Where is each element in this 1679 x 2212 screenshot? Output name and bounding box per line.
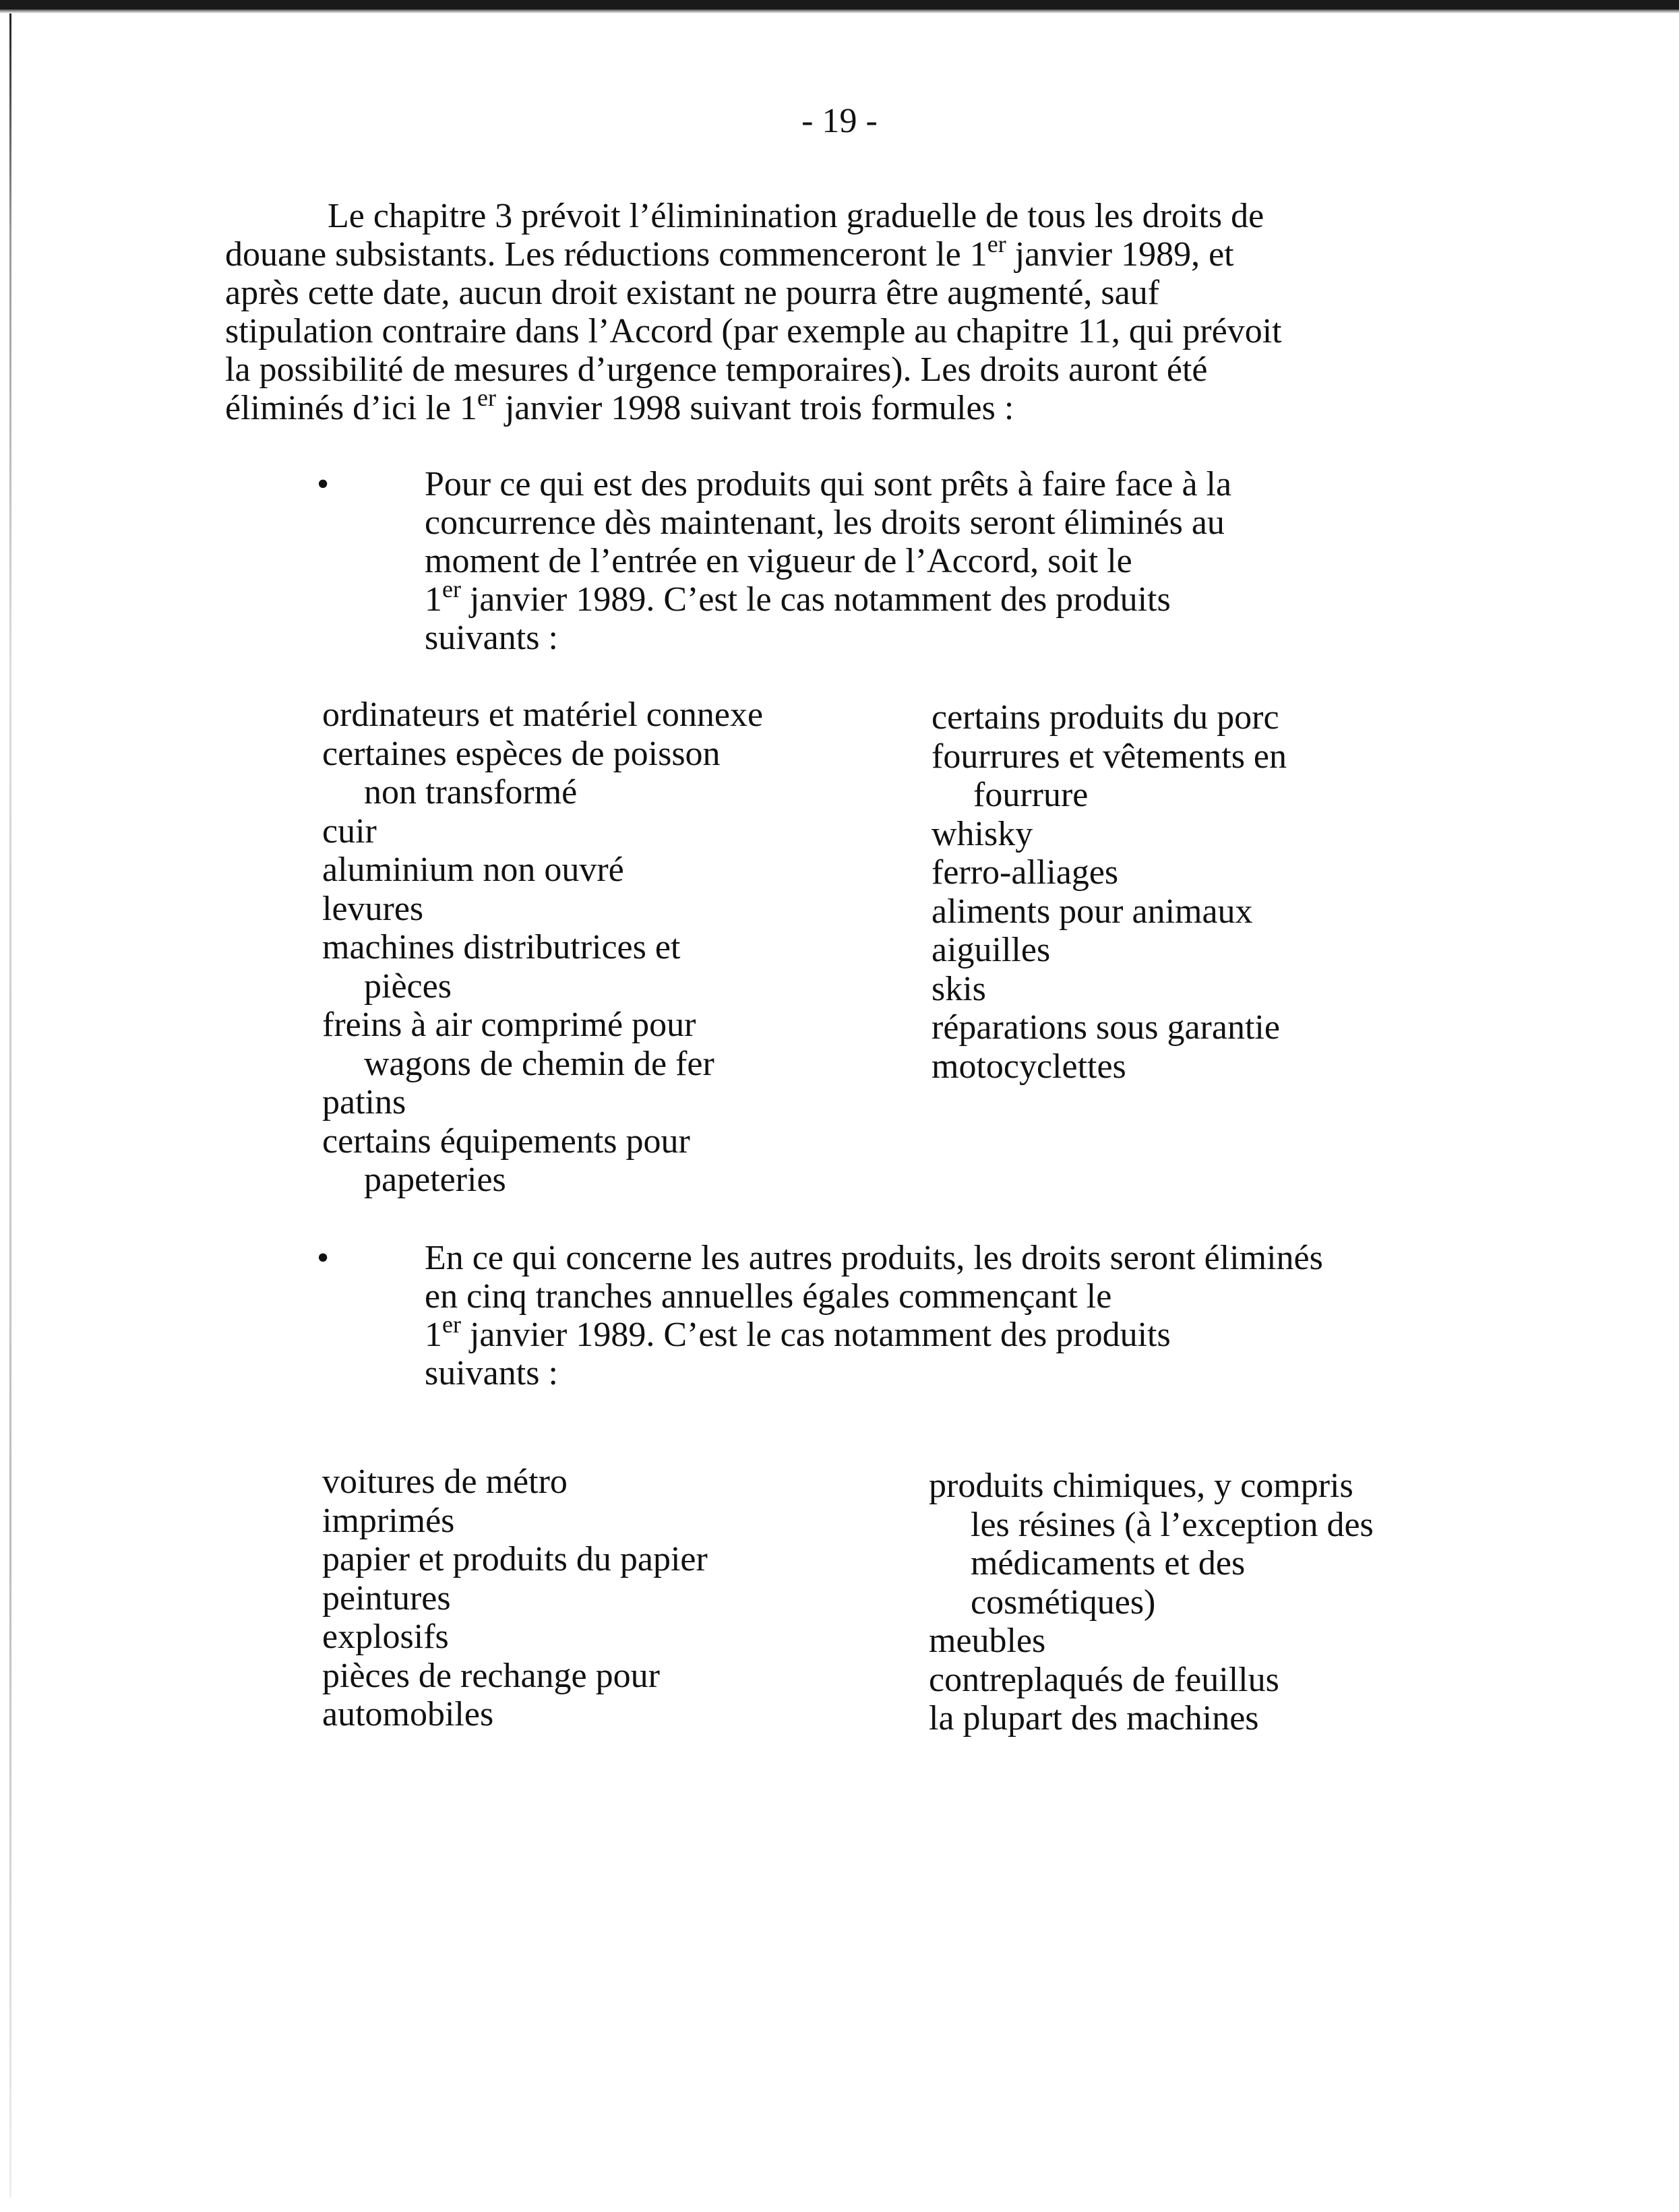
- list-item: meubles: [929, 1622, 1046, 1660]
- list-item: fourrures et vêtements en: [932, 737, 1287, 776]
- bullet-text: En ce qui concerne les autres produits, les droits seront éliminés en cinq tranches annuelles égales commençant le 1er janvier 1989. C’est le cas notamment des produits suivants :: [425, 1239, 1323, 1392]
- bullet-icon: •: [317, 465, 330, 503]
- list-item: certaines espèces de poisson: [322, 734, 721, 773]
- scan-top-edge: [0, 0, 1679, 9]
- list-item: skis: [932, 969, 986, 1008]
- list-item: whisky: [932, 814, 1033, 853]
- bullet-text: Pour ce qui est des produits qui sont prêts à faire face à la concurrence dès maintenant, les droits seront éliminés au moment de l’entrée en vigueur de l’Accord, soit le 1er janvier 1989. C’est le cas notamment des produits suivants :: [425, 465, 1232, 657]
- list-item: produits chimiques, y compris: [929, 1467, 1353, 1505]
- intro-line: stipulation contraire dans l’Accord (par exemple au chapitre 11, qui prévoit: [225, 312, 1282, 350]
- list-item: explosifs: [322, 1618, 449, 1656]
- list-item: pièces de rechange pour: [322, 1656, 660, 1695]
- list-item: contreplaqués de feuillus: [929, 1660, 1279, 1699]
- scan-top-shadow: [0, 9, 1679, 13]
- list-item: cuir: [322, 811, 377, 851]
- list-item: automobiles: [322, 1695, 494, 1733]
- list-item-continuation: non transformé: [364, 773, 578, 811]
- list-item: réparations sous garantie: [932, 1008, 1280, 1047]
- list-item: freins à air comprimé pour: [322, 1006, 696, 1044]
- list-item: peintures: [322, 1578, 451, 1618]
- list-item-continuation: fourrure: [973, 776, 1089, 814]
- list-item-continuation: pièces: [364, 966, 452, 1006]
- list-item: aluminium non ouvré: [322, 851, 624, 889]
- scan-left-edge: [9, 13, 11, 2197]
- intro-paragraph: [225, 197, 1492, 427]
- list-item-continuation: les résines (à l’exception des: [971, 1505, 1374, 1544]
- intro-line: éliminés d’ici le 1er janvier 1998 suivant trois formules :: [225, 384, 1014, 427]
- intro-line: Le chapitre 3 prévoit l’éliminination graduelle de tous les droits de: [328, 197, 1264, 235]
- list-item: levures: [322, 889, 424, 928]
- product-list-2-right: [929, 1467, 1374, 1738]
- list-item: machines distributrices et: [322, 928, 681, 966]
- intro-line: après cette date, aucun droit existant ne pourra être augmenté, sauf: [225, 274, 1160, 312]
- list-item: ordinateurs et matériel connexe: [322, 696, 764, 734]
- product-list-1-right: [932, 698, 1287, 1086]
- list-item: certains équipements pour: [322, 1122, 690, 1161]
- list-item: aliments pour animaux: [932, 892, 1253, 931]
- list-item: patins: [322, 1083, 406, 1122]
- list-item: ferro-alliages: [932, 853, 1119, 892]
- intro-line: la possibilité de mesures d’urgence temporaires). Les droits auront été: [225, 350, 1208, 389]
- list-item: certains produits du porc: [932, 698, 1279, 737]
- list-item: voitures de métro: [322, 1463, 568, 1501]
- list-item: la plupart des machines: [929, 1699, 1259, 1738]
- list-item: aiguilles: [932, 931, 1051, 969]
- product-list-2-left: [322, 1463, 708, 1734]
- list-item: papier et produits du papier: [322, 1540, 708, 1578]
- intro-line: douane subsistants. Les réductions commenceront le 1er janvier 1989, et: [225, 231, 1234, 274]
- bullet-icon: •: [317, 1239, 330, 1277]
- list-item: imprimés: [322, 1501, 455, 1540]
- list-item-continuation: cosmétiques): [971, 1583, 1156, 1622]
- list-item: motocyclettes: [932, 1047, 1126, 1086]
- list-item-continuation: papeteries: [364, 1161, 506, 1199]
- list-item-continuation: wagons de chemin de fer: [364, 1044, 714, 1083]
- list-item-continuation: médicaments et des: [971, 1544, 1246, 1583]
- product-list-1-left: [322, 696, 763, 1200]
- page-number: - 19 -: [801, 102, 878, 140]
